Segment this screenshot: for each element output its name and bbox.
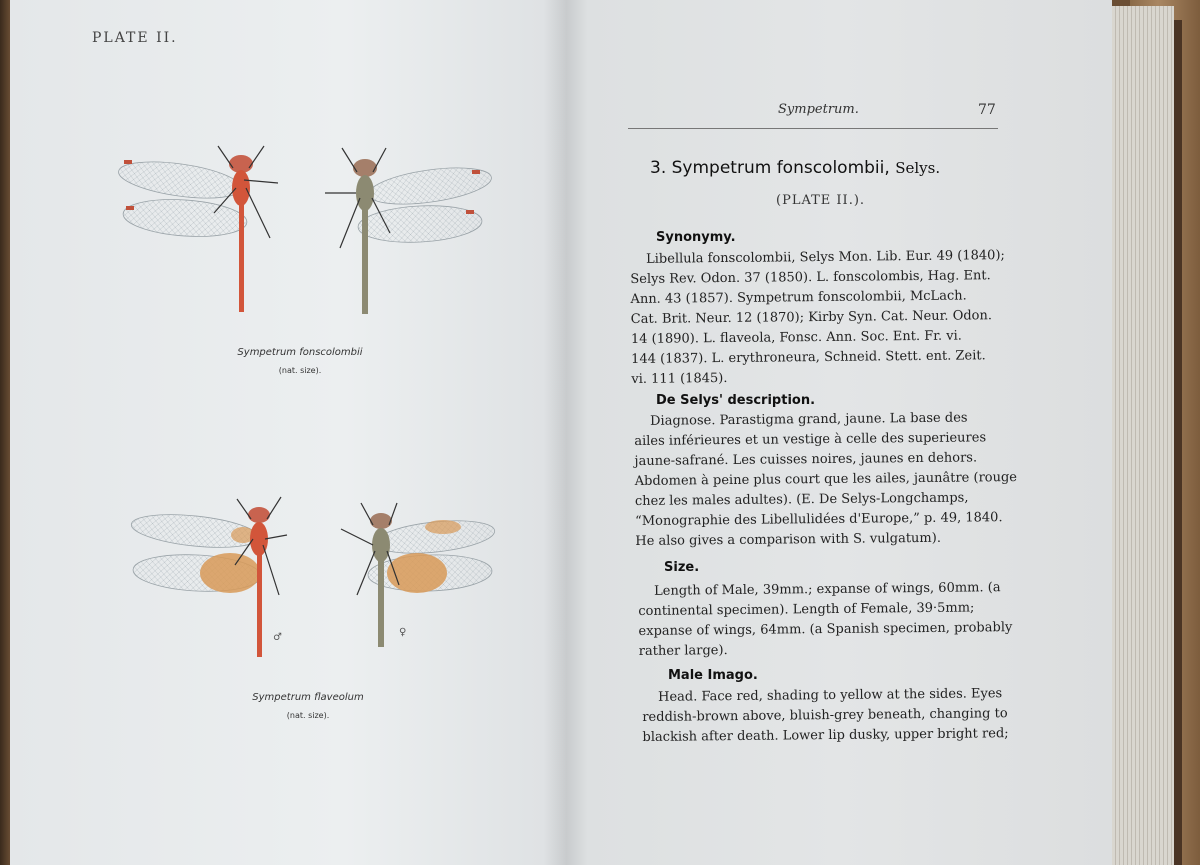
caption-bottom-note: (nat. size). bbox=[286, 711, 330, 720]
paragraph-size bbox=[638, 578, 1013, 662]
text-line: Cat. Brit. Neur. 12 (1870); Kirby Syn. Cat. Neur. Odon. bbox=[630, 308, 993, 327]
text-line: Head. Face red, shading to yellow at the sides. Eyes bbox=[658, 686, 1003, 705]
female-dragonfly-figure bbox=[341, 503, 496, 647]
paragraph-synonymy bbox=[630, 246, 1006, 390]
caption-top-note: (nat. size). bbox=[278, 366, 322, 375]
text-line: chez les males adultes). (E. De Selys-Longchamps, bbox=[634, 490, 969, 509]
text-line: ailes inférieures et un vestige à celle des superieures bbox=[634, 430, 987, 449]
text-line: jaune-safrané. Les cuisses noires, jaunes en dehors. bbox=[634, 450, 978, 469]
text-line: Diagnose. Parastigma grand, jaune. La base des bbox=[650, 410, 968, 429]
page-number: 77 bbox=[978, 102, 996, 118]
male-dragonfly-figure bbox=[130, 497, 287, 657]
text-line: Selys Rev. Odon. 37 (1850). L. fonscolombis, Hag. Ent. bbox=[630, 268, 991, 287]
heading-size: Size. bbox=[664, 560, 700, 575]
header-rule bbox=[628, 128, 998, 129]
female-symbol: ♀ bbox=[399, 627, 407, 638]
species-title bbox=[650, 158, 940, 178]
text-line: Length of Male, 39mm.; expanse of wings, 60mm. (a bbox=[654, 580, 1001, 599]
text-line: Libellula fonscolombii, Selys Mon. Lib. Eur. 49 (1840); bbox=[646, 248, 1005, 267]
title-name: Sympetrum fonscolombii, bbox=[671, 158, 890, 178]
text-line: 144 (1837). L. erythroneura, Schneid. Stett. ent. Zeit. bbox=[631, 348, 986, 367]
text-line: “Monographie des Libellulidées d'Europe,” p. 49, 1840. bbox=[635, 510, 1003, 529]
male-dragonfly-figure bbox=[116, 146, 278, 312]
plate-reference: (PLATE II.). bbox=[776, 193, 866, 208]
caption-bottom bbox=[218, 692, 398, 720]
caption-top-species: Sympetrum fonscolombii bbox=[237, 347, 363, 358]
male-symbol: ♂ bbox=[273, 632, 282, 643]
title-author: Selys. bbox=[895, 159, 941, 177]
heading-male-imago: Male Imago. bbox=[668, 668, 758, 683]
page-edges bbox=[1108, 6, 1174, 865]
plate-label: PLATE II. bbox=[92, 30, 178, 46]
text-line: reddish-brown above, bluish-grey beneath, changing to bbox=[642, 706, 1008, 725]
text-line: rather large). bbox=[638, 643, 728, 659]
female-dragonfly-figure bbox=[325, 148, 494, 314]
paragraph-de-selys-description bbox=[634, 408, 1018, 552]
left-page-plate bbox=[10, 0, 566, 865]
text-line: He also gives a comparison with S. vulgatum). bbox=[635, 530, 942, 549]
text-line: 14 (1890). L. flaveola, Fonsc. Ann. Soc. Ent. Fr. vi. bbox=[630, 328, 962, 347]
text-line: continental specimen). Length of Female, 39·5mm; bbox=[638, 600, 975, 619]
paragraph-male-imago bbox=[642, 684, 1009, 748]
text-line: Ann. 43 (1857). Sympetrum fonscolombii, McLach. bbox=[630, 288, 967, 307]
title-number: 3. bbox=[650, 158, 667, 178]
caption-top bbox=[210, 347, 390, 375]
text-line: blackish after death. Lower lip dusky, upper bright red; bbox=[642, 726, 1009, 745]
text-line: Abdomen à peine plus court que les ailes, jaunâtre (rouge bbox=[634, 469, 1018, 489]
illustration-sympetrum-fonscolombii bbox=[110, 138, 500, 318]
running-head: Sympetrum. bbox=[778, 102, 859, 117]
caption-bottom-species: Sympetrum flaveolum bbox=[252, 692, 364, 703]
text-line: vi. 111 (1845). bbox=[631, 370, 728, 387]
heading-synonymy: Synonymy. bbox=[656, 230, 736, 245]
illustration-sympetrum-flaveolum bbox=[125, 495, 505, 665]
heading-de-selys-description: De Selys' description. bbox=[656, 393, 816, 408]
text-line: expanse of wings, 64mm. (a Spanish specimen, probably bbox=[638, 620, 1013, 639]
